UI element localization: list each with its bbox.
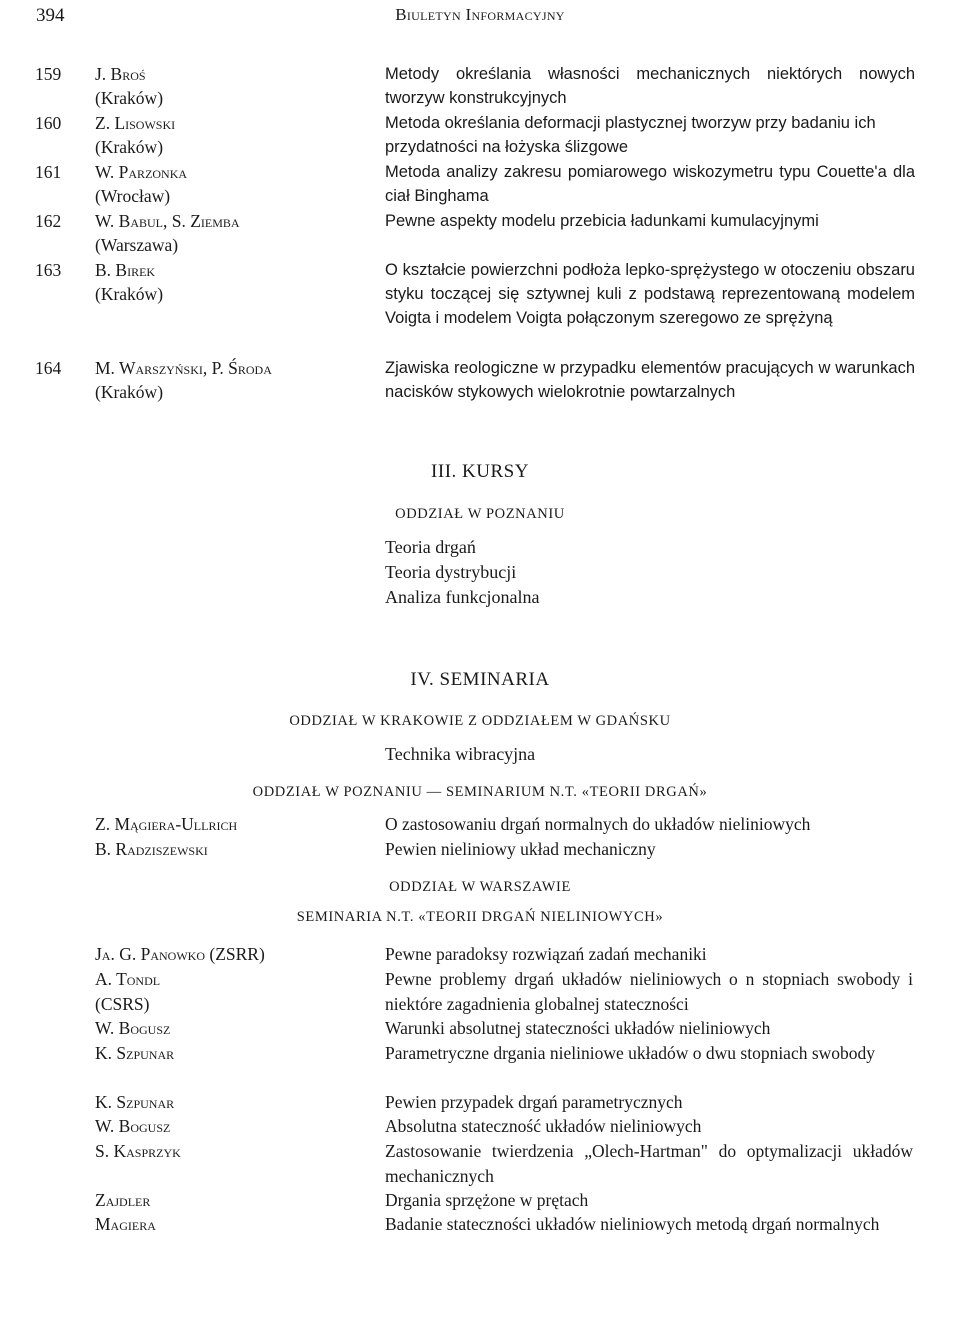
author-city: (Kraków) bbox=[95, 88, 164, 108]
seminar-title: Badanie stateczności układów nieliniowych metodą drgań normalnych bbox=[385, 1214, 880, 1234]
author-name: Z. Lisowski bbox=[95, 113, 176, 133]
lecture-number: 162 bbox=[35, 211, 62, 231]
seminar-title: Drgania sprzężone w prętach bbox=[385, 1190, 589, 1210]
lecture-number: 163 bbox=[35, 260, 62, 280]
seminar-author: S. Kasprzyk bbox=[95, 1141, 181, 1161]
section-heading-kursy: III. KURSY bbox=[431, 461, 529, 482]
seminar-author: W. Bogusz bbox=[95, 1018, 171, 1038]
author-city: (Kraków) bbox=[95, 382, 164, 402]
section-heading-seminaria: IV. SEMINARIA bbox=[410, 669, 550, 690]
lecture-author bbox=[95, 62, 375, 110]
author-name: M. Warszyński, P. Środa bbox=[95, 358, 272, 378]
lecture-number: 159 bbox=[35, 64, 62, 84]
seminar-title: O zastosowaniu drgań normalnych do układów nieliniowych bbox=[385, 814, 811, 834]
seminar-author: Magiera bbox=[95, 1214, 156, 1234]
lecture-author bbox=[95, 209, 375, 257]
krakow-branch-heading: ODDZIAŁ W KRAKOWIE Z ODDZIAŁEM W GDAŃSKU bbox=[289, 713, 671, 729]
seminar-author: B. Radziszewski bbox=[95, 839, 208, 859]
lecture-author bbox=[95, 111, 375, 159]
lecture-title: Zjawiska reologiczne w przypadku elementów pracujących w warunkach nacisków stykowych wielokrotnie powtarzalnych bbox=[385, 359, 915, 401]
course-item: Teoria dystrybucji bbox=[385, 562, 517, 582]
seminar-title: Pewne problemy drgań układów nieliniowych o n stopniach swobody i niektóre zagadnienia globalnej stateczności bbox=[385, 969, 913, 1014]
poznan-seminar-heading: ODDZIAŁ W POZNANIU — SEMINARIUM N.T. «TEORII DRGAŃ» bbox=[252, 784, 708, 800]
seminar-title: Absolutna stateczność układów nieliniowych bbox=[385, 1116, 702, 1136]
author-city: (Wrocław) bbox=[95, 186, 171, 206]
lecture-number: 161 bbox=[35, 162, 62, 182]
lecture-author bbox=[95, 356, 375, 404]
author-city: (Kraków) bbox=[95, 284, 164, 304]
seminar-title: Zastosowanie twierdzenia „Olech-Hartman" do optymalizacji układów mechanicznych bbox=[385, 1141, 913, 1186]
seminar-author: Z. Mągiera-Ullrich bbox=[95, 814, 238, 834]
seminar-title: Warunki absolutnej stateczności układów nieliniowych bbox=[385, 1018, 771, 1038]
seminar-author: Ja. G. Panowko (ZSRR) bbox=[95, 944, 265, 964]
author-name: B. Birek bbox=[95, 260, 156, 280]
lecture-number: 160 bbox=[35, 113, 62, 133]
lecture-title: O kształcie powierzchni podłoża lepko-sprężystego w otoczeniu obszaru styku toczącej się sztywnej kuli z podstawą reprezentowaną modelem Voigta i modelem Voigta połączonym szeregowo ze sprężyną bbox=[385, 261, 915, 327]
warszawa-branch-heading: ODDZIAŁ W WARSZAWIE bbox=[389, 879, 571, 895]
author-name: W. Parzonka bbox=[95, 162, 188, 182]
author-name: W. Babul, S. Ziemba bbox=[95, 211, 240, 231]
seminar-title: Pewien nieliniowy układ mechaniczny bbox=[385, 839, 656, 859]
lecture-title: Pewne aspekty modelu przebicia ładunkami kumulacyjnymi bbox=[385, 212, 819, 230]
course-item: Teoria drgań bbox=[385, 537, 476, 557]
seminar-author: K. Szpunar bbox=[95, 1092, 175, 1112]
lecture-title: Metoda określania deformacji plastycznej tworzyw przy badaniu ich przydatności na łożyska ślizgowe bbox=[385, 114, 876, 156]
course-item: Analiza funkcjonalna bbox=[385, 587, 540, 607]
seminar-author: K. Szpunar bbox=[95, 1043, 175, 1063]
lecture-title: Metody określania własności mechanicznych niektórych nowych tworzyw konstrukcyjnych bbox=[385, 65, 915, 107]
lecture-author bbox=[95, 258, 375, 306]
warszawa-seminar-heading: SEMINARIA N.T. «TEORII DRGAŃ NIELINIOWYCH» bbox=[296, 909, 664, 925]
seminar-author: W. Bogusz bbox=[95, 1116, 171, 1136]
kursy-branch-heading: ODDZIAŁ W POZNANIU bbox=[395, 506, 565, 522]
seminar-author: Zajdler bbox=[95, 1190, 151, 1210]
lecture-author bbox=[95, 160, 375, 208]
seminar-author: A. Tondl (CSRS) bbox=[95, 969, 161, 1014]
seminar-title: Pewien przypadek drgań parametrycznych bbox=[385, 1092, 683, 1112]
author-name: J. Broś bbox=[95, 64, 146, 84]
running-header: Biuletyn Informacyjny bbox=[395, 5, 565, 24]
seminar-title: Pewne paradoksy rozwiązań zadań mechaniki bbox=[385, 944, 707, 964]
lecture-title: Metoda analizy zakresu pomiarowego wiskozymetru typu Couette'a dla ciał Binghama bbox=[385, 163, 915, 205]
page-number: 394 bbox=[36, 5, 65, 26]
author-city: (Warszawa) bbox=[95, 235, 179, 255]
author-city: (Kraków) bbox=[95, 137, 164, 157]
lecture-number: 164 bbox=[35, 358, 62, 378]
seminar-title: Parametryczne drgania nieliniowe układów o dwu stopniach swobody bbox=[385, 1043, 876, 1063]
seminar-course: Technika wibracyjna bbox=[385, 744, 536, 764]
